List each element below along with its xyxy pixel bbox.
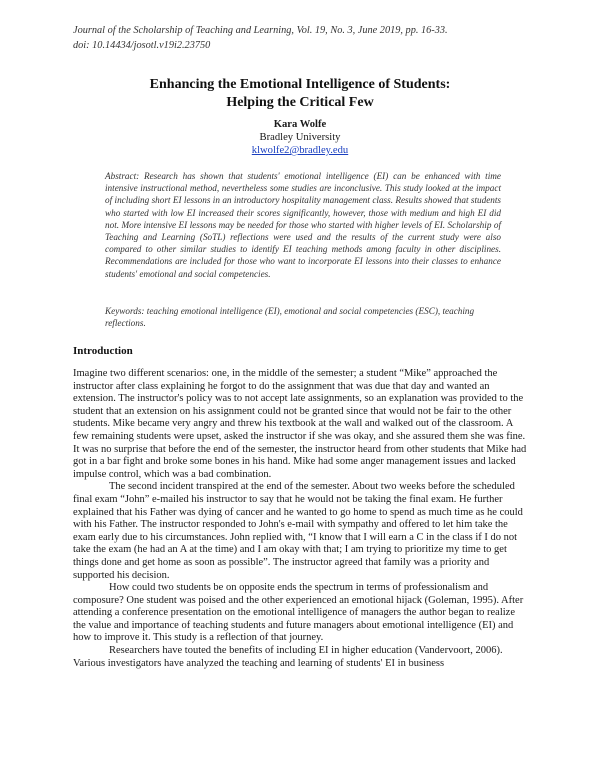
title-line-2: Helping the Critical Few xyxy=(226,95,374,110)
author-affiliation: Bradley University xyxy=(259,132,341,143)
section-heading: Introduction xyxy=(73,345,133,357)
author-block xyxy=(150,118,450,157)
journal-citation xyxy=(73,23,543,53)
paragraph: The second incident transpired at the end of the semester. About two weeks before the scheduled final exam “John” e-mailed his instructor to say that he would not be taking the final exam. He further explained that his Father was dying of cancer and he wanted to go home to spend as much time as he could with his Father. The instructor responded to John's e-mail with sympathy and offered to let him take the exam early due to his circumstances. John replied with, “I know that I will earn a C in the class if I do not take the exam (he had an A at the time) and I am okay with that; I am trying to prioritize my time to get things done and get home as soon as possible”. The instructor agreed that family was a priority and supported his decision. xyxy=(73,481,523,581)
citation-line-1: Journal of the Scholarship of Teaching and Learning, Vol. 19, No. 3, June 2019, pp. 16-33. xyxy=(73,25,448,36)
paragraph: How could two students be on opposite ends the spectrum in terms of professionalism and composure? One student was poised and the other experienced an emotional hijack (Goleman, 1995). After attending a conference presentation on the emotional intelligence of managers the author began to realize the value and importance of teaching students and future managers about emotional intelligence (EI) and how to improve it. This study is a reflection of that journey. xyxy=(73,582,524,644)
abstract: Abstract: Research has shown that students' emotional intelligence (EI) can be enhanced with time intensive instructional method, nevertheless some studies are inconclusive. This study looked at the impact of including short EI lessons in an introductory hospitality management class. Results showed that students who started with low EI increased their scores significantly, however, those with medium and high EI did not. More intensive EI lessons may be needed for those who started with higher levels of EI. Scholarship of Teaching and Learning (SoTL) reflections were used and the results of the current study were also compared to other similar studies to identify EI teaching methods among faculty in other disciplines. Recommendations are included for those who want to incorporate EI lessons into their classes to enhance students' emotional and social competencies. xyxy=(105,171,501,279)
citation-doi: doi: 10.14434/josotl.v19i2.23750 xyxy=(73,40,211,51)
keywords: Keywords: teaching emotional intelligence (EI), emotional and social competencies (ESC), teaching reflections. xyxy=(105,306,475,329)
paper-title xyxy=(60,76,540,112)
paragraph: Imagine two different scenarios: one, in the middle of the semester; a student “Mike” approached the instructor after class explaining he forgot to do the assignment that was due that day and wanted an extension. The instructor's policy was to not accept late assignments, so an explanation was provided to the student that an extension on his assignment could not be granted since that would not be fair to the other students. Mike became very angry and threw his textbook at the wall and walked out of the classroom. A few remaining students were upset, asked the instructor if she was okay, and she assured them she was fine. It was no surprise that before the end of the semester, the instructor heard from other students that Mike had got in a bar fight and broke some bones in his hand. Mike had some anger management issues and lacked impulse control, which was a bad combination. xyxy=(73,368,527,480)
title-line-1: Enhancing the Emotional Intelligence of Students: xyxy=(149,77,451,92)
author-email-link[interactable]: klwolfe2@bradley.edu xyxy=(251,145,349,156)
body-text xyxy=(73,368,529,670)
author-name: Kara Wolfe xyxy=(273,119,327,130)
paragraph: Researchers have touted the benefits of including EI in higher education (Vandervoort, 2006). Various investigators have analyzed the teaching and learning of students' EI in business xyxy=(73,645,503,669)
